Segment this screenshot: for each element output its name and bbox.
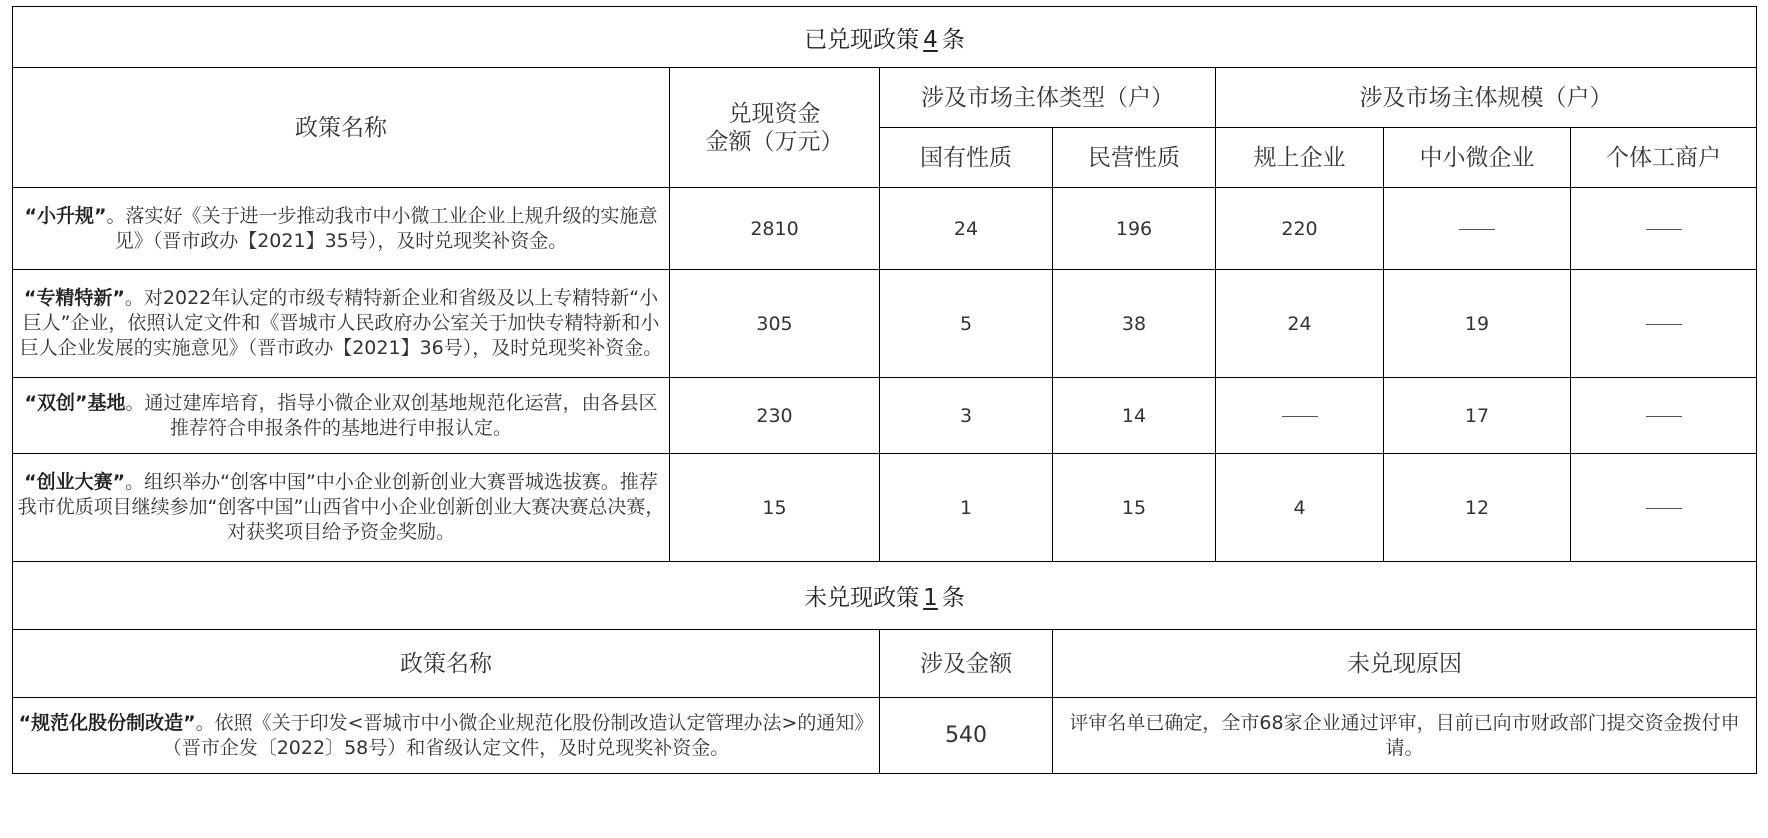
cell-amount: 230 [670,378,880,454]
cell-above-scale: 4 [1216,454,1384,562]
policy-description [13,378,670,454]
policy-text: 。落实好《关于进一步推动我市中小微工业企业上规升级的实施意见》（晋市政办【2021】35号），及时兑现奖补资金。 [106,204,658,252]
policy-name-bold: “双创”基地 [24,391,126,414]
cell-individual [1571,188,1757,270]
policy-text: 。依照《关于印发<晋城市中小微企业规范化股份制改造认定管理办法>的通知》（晋市企发〔2022〕58号）和省级认定文件，及时兑现奖补资金。 [162,711,874,759]
dash-mark [1282,416,1318,417]
pending-policy-description [13,698,880,774]
pending-cell-amount: 540 [880,698,1053,774]
dash-mark [1646,416,1682,417]
cell-private: 196 [1053,188,1216,270]
pending-count: 1 [923,585,938,611]
policy-name-bold: “专精特新” [23,287,125,309]
cell-state-owned: 3 [880,378,1053,454]
dash-mark [1646,508,1682,509]
cell-state-owned: 5 [880,270,1053,378]
pending-header-policy-name: 政策名称 [13,630,880,698]
cell-private: 14 [1053,378,1216,454]
dash-mark [1459,229,1495,230]
implemented-title-prefix: 已兑现政策 [804,26,920,53]
policy-name-bold: “小升规” [24,204,107,227]
policy-name-bold: “创业大赛” [24,471,126,493]
table-row [13,378,1757,454]
policy-text: 。通过建库培育，指导小微企业双创基地规范化运营，由各县区推荐符合申报条件的基地进行申报认定。 [125,391,658,439]
pending-section-title [13,562,1757,630]
cell-sme [1384,188,1571,270]
policy-name-bold: “规范化股份制改造” [18,711,196,734]
cell-private: 15 [1053,454,1216,562]
cell-individual [1571,270,1757,378]
header-amount [670,68,880,188]
header-state-owned: 国有性质 [880,128,1053,188]
implemented-title-suffix: 条 [941,26,965,53]
cell-sme: 17 [1384,378,1571,454]
cell-private: 38 [1053,270,1216,378]
pending-title-suffix: 条 [941,585,965,611]
header-amount-line2: 金额（万元） [705,128,844,155]
policy-text: 。组织举办“创客中国”中小企业创新创业大赛晋城选拔赛。推荐我市优质项目继续参加“创客中国”山西省中小企业创新创业大赛决赛总决赛，对获奖项目给予资金奖励。 [17,471,665,543]
implemented-section-title [13,7,1757,68]
policy-description [13,188,670,270]
table-row [13,188,1757,270]
table-row [13,454,1757,562]
dash-mark [1646,324,1682,325]
cell-individual [1571,378,1757,454]
header-policy-name: 政策名称 [13,68,670,188]
header-scale-group: 涉及市场主体规模（户） [1216,68,1757,128]
policy-text: 。对2022年认定的市级专精特新企业和省级及以上专精特新“小巨人”企业，依照认定文件和《晋城市人民政府办公室关于加快专精特新和小巨人企业发展的实施意见》（晋市政办【2021】36号），及时兑现奖补资金。 [19,287,663,359]
cell-sme: 12 [1384,454,1571,562]
cell-amount: 2810 [670,188,880,270]
header-individual: 个体工商户 [1571,128,1757,188]
policy-description [13,270,670,378]
cell-state-owned: 1 [880,454,1053,562]
cell-amount: 305 [670,270,880,378]
pending-title-prefix: 未兑现政策 [804,585,920,611]
pending-header-reason: 未兑现原因 [1053,630,1757,698]
table-row [13,698,1757,774]
policy-description [13,454,670,562]
cell-state-owned: 24 [880,188,1053,270]
implemented-count: 4 [923,26,938,53]
cell-above-scale: 24 [1216,270,1384,378]
cell-above-scale: 220 [1216,188,1384,270]
header-above-scale: 规上企业 [1216,128,1384,188]
header-amount-line1: 兑现资金 [728,100,821,127]
header-sme: 中小微企业 [1384,128,1571,188]
pending-header-amount: 涉及金额 [880,630,1053,698]
policy-table [12,6,1757,774]
header-type-group: 涉及市场主体类型（户） [880,68,1216,128]
cell-amount: 15 [670,454,880,562]
header-private: 民营性质 [1053,128,1216,188]
table-row [13,270,1757,378]
pending-cell-reason: 评审名单已确定，全市68家企业通过评审，目前已向市财政部门提交资金拨付申请。 [1053,698,1757,774]
cell-sme: 19 [1384,270,1571,378]
cell-individual [1571,454,1757,562]
cell-above-scale [1216,378,1384,454]
dash-mark [1646,229,1682,230]
